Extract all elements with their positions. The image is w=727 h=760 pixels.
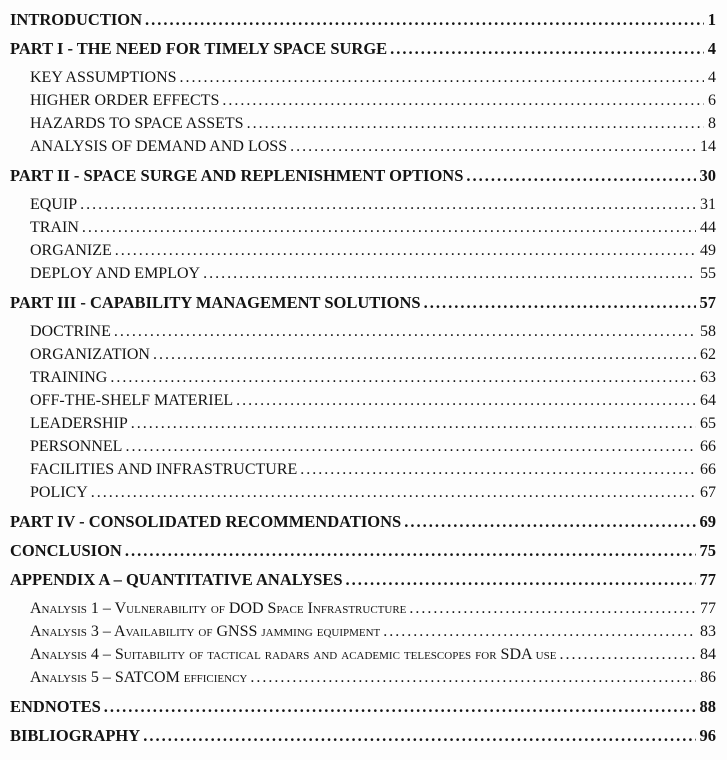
toc-entry-page: 66	[700, 438, 716, 455]
toc-entry-label: Analysis 1 – Vulnerability of DOD Space Infrastructure	[30, 600, 407, 617]
toc-entry-label: Analysis 3 – Availability of GNSS jamming equipment	[30, 623, 381, 640]
toc-leader-dots	[82, 216, 696, 239]
toc-entry[interactable]	[10, 724, 716, 747]
toc-entry-page: 64	[700, 392, 716, 409]
toc-entry-page: 63	[700, 369, 716, 386]
toc-entry-page: 4	[707, 39, 716, 58]
toc-entry-label: DEPLOY AND EMPLOY	[30, 265, 201, 282]
toc-leader-dots	[115, 239, 696, 262]
toc-entry[interactable]	[10, 435, 716, 458]
toc-entry-page: 77	[699, 570, 716, 589]
toc-entry[interactable]	[10, 262, 716, 285]
toc-entry-page: 62	[700, 346, 716, 363]
toc-entry-page: 31	[700, 196, 716, 213]
toc-entry-label: Analysis 5 – SATCOM efficiency	[30, 669, 248, 686]
toc-leader-dots	[125, 435, 696, 458]
toc-leader-dots	[404, 510, 695, 533]
toc-leader-dots	[131, 412, 696, 435]
toc-entry-page: 8	[708, 115, 716, 132]
toc-entry[interactable]	[10, 112, 716, 135]
toc-entry-page: 88	[699, 697, 716, 716]
toc-entry[interactable]	[10, 37, 716, 60]
toc-entry[interactable]	[10, 510, 716, 533]
toc-leader-dots	[290, 135, 696, 158]
toc-entry-label: POLICY	[30, 484, 88, 501]
toc-leader-dots	[125, 539, 696, 562]
toc-entry-label: PART IV - CONSOLIDATED RECOMMENDATIONS	[10, 512, 402, 531]
toc-entry[interactable]	[10, 695, 716, 718]
toc-leader-dots	[143, 724, 695, 747]
toc-entry-label: BIBLIOGRAPHY	[10, 726, 141, 745]
toc-entry-label: INTRODUCTION	[10, 10, 143, 29]
toc-entry-label: PART III - CAPABILITY MANAGEMENT SOLUTIONS	[10, 293, 421, 312]
toc-leader-dots	[559, 643, 696, 666]
toc-entry-page: 67	[700, 484, 716, 501]
toc-leader-dots	[390, 37, 704, 60]
toc-entry[interactable]	[10, 666, 716, 689]
toc-leader-dots	[104, 695, 696, 718]
toc-entry[interactable]	[10, 343, 716, 366]
toc-entry[interactable]	[10, 216, 716, 239]
toc-entry[interactable]	[10, 539, 716, 562]
toc-entry-label: LEADERSHIP	[30, 415, 128, 432]
toc-leader-dots	[236, 389, 696, 412]
toc-entry-page: 1	[707, 10, 716, 29]
toc-entry-label: HIGHER ORDER EFFECTS	[30, 92, 220, 109]
toc-entry-label: TRAINING	[30, 369, 108, 386]
toc-entry-page: 66	[700, 461, 716, 478]
toc-leader-dots	[466, 164, 695, 187]
toc-entry-label: TRAIN	[30, 219, 79, 236]
toc-entry-page: 4	[708, 69, 716, 86]
toc-entry-page: 75	[699, 541, 716, 560]
toc-entry-page: 84	[700, 646, 716, 663]
toc-entry[interactable]	[10, 597, 716, 620]
toc-entry[interactable]	[10, 366, 716, 389]
toc-leader-dots	[180, 66, 704, 89]
toc-entry-page: 44	[700, 219, 716, 236]
toc-entry-label: EQUIP	[30, 196, 78, 213]
toc-leader-dots	[250, 666, 696, 689]
toc-entry-label: HAZARDS TO SPACE ASSETS	[30, 115, 244, 132]
toc-entry[interactable]	[10, 135, 716, 158]
toc-entry[interactable]	[10, 412, 716, 435]
toc-entry[interactable]	[10, 291, 716, 314]
toc-entry[interactable]	[10, 620, 716, 643]
toc-leader-dots	[203, 262, 696, 285]
toc-entry-label: KEY ASSUMPTIONS	[30, 69, 177, 86]
toc-entry-page: 69	[699, 512, 716, 531]
toc-entry[interactable]	[10, 320, 716, 343]
toc-leader-dots	[153, 343, 696, 366]
toc-entry-label: CONCLUSION	[10, 541, 122, 560]
toc-entry-page: 58	[700, 323, 716, 340]
toc-entry-label: DOCTRINE	[30, 323, 111, 340]
toc-entry-label: PART I - THE NEED FOR TIMELY SPACE SURGE	[10, 39, 388, 58]
toc-entry[interactable]	[10, 643, 716, 666]
toc-entry-page: 65	[700, 415, 716, 432]
toc-entry-label: ANALYSIS OF DEMAND AND LOSS	[30, 138, 288, 155]
table-of-contents	[10, 8, 716, 747]
toc-leader-dots	[424, 291, 696, 314]
toc-entry[interactable]	[10, 481, 716, 504]
toc-entry-page: 14	[700, 138, 716, 155]
toc-leader-dots	[91, 481, 696, 504]
toc-entry-label: ORGANIZE	[30, 242, 112, 259]
toc-leader-dots	[145, 8, 704, 31]
toc-entry-label: ENDNOTES	[10, 697, 101, 716]
toc-leader-dots	[346, 568, 696, 591]
toc-entry-page: 49	[700, 242, 716, 259]
toc-entry[interactable]	[10, 458, 716, 481]
toc-entry[interactable]	[10, 8, 716, 31]
toc-leader-dots	[80, 193, 696, 216]
toc-entry[interactable]	[10, 389, 716, 412]
toc-entry-page: 96	[699, 726, 716, 745]
toc-entry-label: Analysis 4 – Suitability of tactical radars and academic telescopes for SDA use	[30, 646, 557, 663]
toc-entry-label: ORGANIZATION	[30, 346, 150, 363]
toc-entry-label: OFF-THE-SHELF MATERIEL	[30, 392, 234, 409]
toc-entry-label: PERSONNEL	[30, 438, 123, 455]
toc-entry-page: 77	[700, 600, 716, 617]
toc-entry-page: 30	[699, 166, 716, 185]
toc-entry[interactable]	[10, 568, 716, 591]
toc-entry[interactable]	[10, 193, 716, 216]
toc-entry-page: 6	[708, 92, 716, 109]
toc-leader-dots	[409, 597, 696, 620]
toc-entry-page: 83	[700, 623, 716, 640]
toc-entry[interactable]	[10, 164, 716, 187]
toc-entry[interactable]	[10, 89, 716, 112]
toc-entry-label: PART II - SPACE SURGE AND REPLENISHMENT OPTIONS	[10, 166, 464, 185]
toc-leader-dots	[114, 320, 696, 343]
toc-leader-dots	[222, 89, 704, 112]
toc-leader-dots	[247, 112, 704, 135]
toc-entry-page: 86	[700, 669, 716, 686]
toc-leader-dots	[300, 458, 696, 481]
toc-entry-page: 57	[699, 293, 716, 312]
toc-entry-page: 55	[700, 265, 716, 282]
toc-leader-dots	[383, 620, 696, 643]
toc-entry-label: FACILITIES AND INFRASTRUCTURE	[30, 461, 298, 478]
toc-entry[interactable]	[10, 239, 716, 262]
toc-entry-label: APPENDIX A – QUANTITATIVE ANALYSES	[10, 570, 343, 589]
toc-leader-dots	[110, 366, 696, 389]
toc-entry[interactable]	[10, 66, 716, 89]
